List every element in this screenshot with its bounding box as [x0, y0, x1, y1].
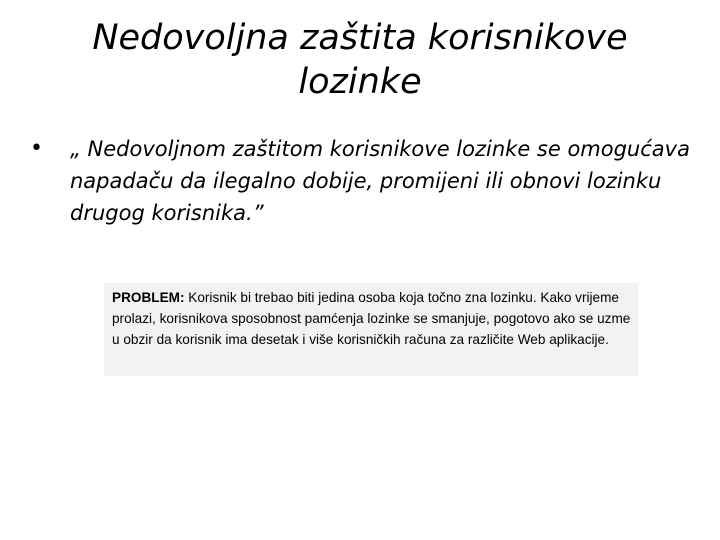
problem-text: Korisnik bi trebao biti jedina osoba koja točno zna lozinku. Kako vrijeme prolazi, korisnikova sposobnost pamćenja lozinke se smanjuje, pogotovo ako se uzme u obzir da korisnik ima desetak i više korisničkih računa za različite Web aplikacije. — [112, 290, 631, 347]
problem-label: PROBLEM: — [112, 290, 185, 305]
bullet-text: „ Nedovoljnom zaštitom korisnikove lozinke se omogućava napadaču da ilegalno dobije, promijeni ili obnovi lozinku drugog korisnika.” — [70, 137, 690, 225]
slide-title — [60, 16, 660, 104]
problem-box — [104, 283, 638, 376]
slide-title-line2: lozinke — [298, 62, 422, 102]
bullet-icon: • — [30, 136, 43, 161]
slide-title-line1: Nedovoljna zaštita korisnikove — [92, 18, 628, 58]
